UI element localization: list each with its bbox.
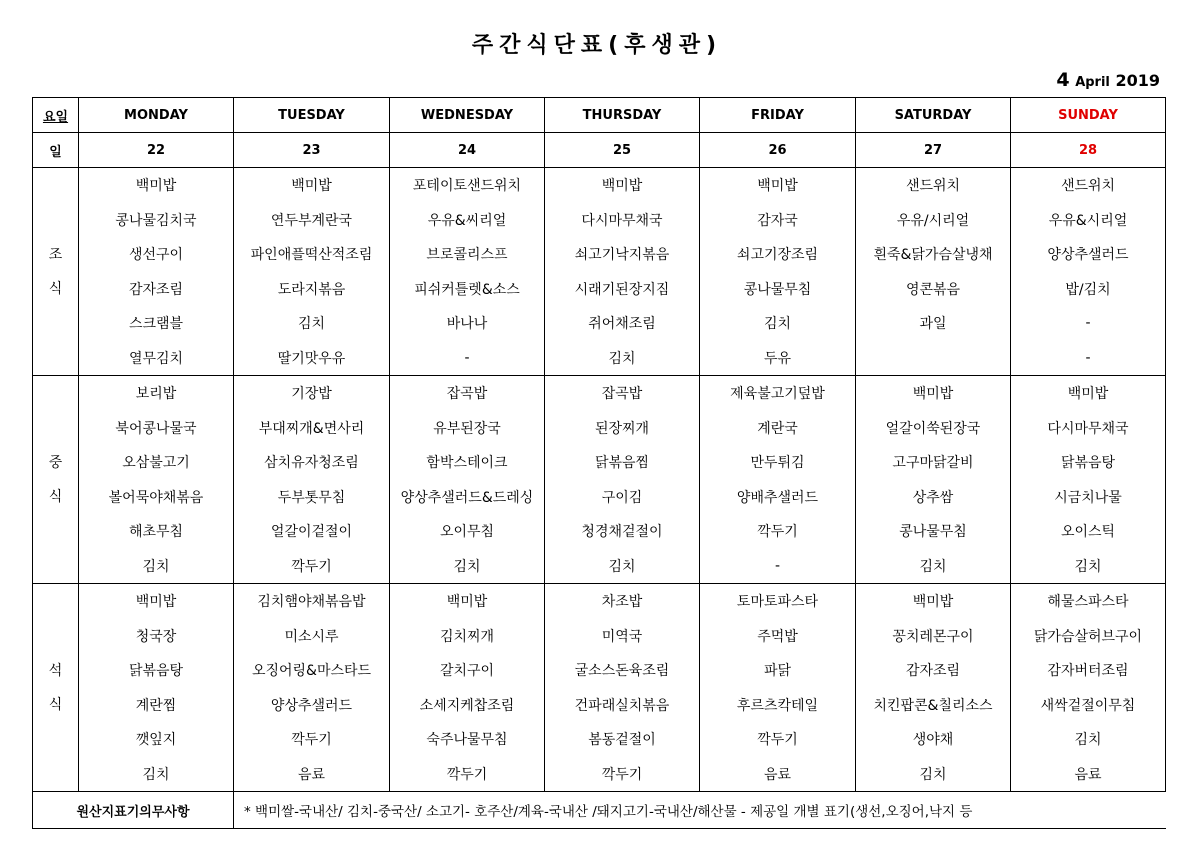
menu-item: 영콘볶음: [856, 272, 1011, 307]
date-tuesday: 23: [234, 133, 390, 168]
dinner-row: [33, 653, 1166, 688]
lunch-row: [33, 376, 1166, 411]
menu-item: 함박스테이크: [390, 445, 545, 480]
menu-item: 김치: [856, 757, 1011, 792]
menu-item: 시금치나물: [1011, 480, 1166, 515]
menu-item: 볼어묵야채볶음: [79, 480, 234, 515]
menu-item: 잡곡밥: [545, 376, 700, 411]
menu-item: 음료: [1011, 757, 1166, 792]
date-wednesday: 24: [390, 133, 545, 168]
menu-item: 백미밥: [545, 168, 700, 203]
menu-item: 백미밥: [856, 584, 1011, 619]
date-thursday: 25: [545, 133, 700, 168]
weekday-header-row: [33, 98, 1166, 133]
menu-item: 콩나물무침: [856, 514, 1011, 549]
menu-item: 바나나: [390, 306, 545, 341]
menu-item: 백미밥: [234, 168, 390, 203]
weekday-thursday: THURSDAY: [545, 98, 700, 133]
menu-item: 깍두기: [390, 757, 545, 792]
menu-item: 구이김: [545, 480, 700, 515]
menu-item: 양상추샐러드: [1011, 237, 1166, 272]
menu-item: 김치: [79, 757, 234, 792]
menu-item: 김치: [700, 306, 856, 341]
menu-item: 미소시루: [234, 619, 390, 654]
date-header-row: [33, 133, 1166, 168]
menu-item: 후르츠칵테일: [700, 688, 856, 723]
menu-item: 콩나물김치국: [79, 203, 234, 238]
lunch-label: 중 식: [33, 376, 79, 584]
menu-item: 김치: [390, 549, 545, 584]
menu-item: 파닭: [700, 653, 856, 688]
menu-item: 쇠고기장조림: [700, 237, 856, 272]
menu-item: 상추쌈: [856, 480, 1011, 515]
menu-item: 부대찌개&면사리: [234, 411, 390, 446]
weekday-sunday: SUNDAY: [1011, 98, 1166, 133]
menu-item: 차조밥: [545, 584, 700, 619]
menu-item: 도라지볶음: [234, 272, 390, 307]
menu-item: 잡곡밥: [390, 376, 545, 411]
menu-item: 치킨팝콘&칠리소스: [856, 688, 1011, 723]
menu-item: 백미밥: [856, 376, 1011, 411]
menu-item: [856, 341, 1011, 376]
date-saturday: 27: [856, 133, 1011, 168]
menu-item: 보리밥: [79, 376, 234, 411]
menu-item: 흰죽&닭가슴살냉채: [856, 237, 1011, 272]
menu-item: 콩나물무침: [700, 272, 856, 307]
menu-item: 김치햄야채볶음밥: [234, 584, 390, 619]
menu-item: 청경채겉절이: [545, 514, 700, 549]
menu-item: 백미밥: [1011, 376, 1166, 411]
menu-item: 깻잎지: [79, 722, 234, 757]
menu-item: -: [1011, 306, 1166, 341]
menu-item: 오이무침: [390, 514, 545, 549]
menu-item: 소세지케찹조림: [390, 688, 545, 723]
menu-item: 계란국: [700, 411, 856, 446]
menu-item: 닭가슴살허브구이: [1011, 619, 1166, 654]
menu-item: 우유&시리얼: [1011, 203, 1166, 238]
origin-note: * 백미쌀-국내산/ 김치-중국산/ 소고기- 호주산/계육-국내산 /돼지고기-국내산/해산물 - 제공일 개별 표기(생선,오징어,낙지 등: [234, 792, 1166, 829]
breakfast-row: [33, 306, 1166, 341]
menu-item: 깍두기: [234, 549, 390, 584]
menu-item: 깍두기: [234, 722, 390, 757]
dinner-row: [33, 688, 1166, 723]
weekday-tuesday: TUESDAY: [234, 98, 390, 133]
menu-item: 기장밥: [234, 376, 390, 411]
menu-item: 생선구이: [79, 237, 234, 272]
menu-item: 계란찜: [79, 688, 234, 723]
weekday-monday: MONDAY: [79, 98, 234, 133]
menu-item: 감자조림: [79, 272, 234, 307]
menu-item: 열무김치: [79, 341, 234, 376]
menu-item: 된장찌개: [545, 411, 700, 446]
lunch-row: [33, 411, 1166, 446]
menu-item: 밥/김치: [1011, 272, 1166, 307]
menu-item: 백미밥: [700, 168, 856, 203]
date-label: 일: [33, 133, 79, 168]
menu-item: 생야채: [856, 722, 1011, 757]
menu-item: 김치: [79, 549, 234, 584]
menu-item: 브로콜리스프: [390, 237, 545, 272]
menu-item: 파인애플떡산적조림: [234, 237, 390, 272]
breakfast-label: 조 식: [33, 168, 79, 376]
menu-item: 두유: [700, 341, 856, 376]
menu-item: 감자국: [700, 203, 856, 238]
menu-item: 김치: [1011, 549, 1166, 584]
menu-item: 딸기맛우유: [234, 341, 390, 376]
date-monday: 22: [79, 133, 234, 168]
menu-item: 갈치구이: [390, 653, 545, 688]
menu-item: 삼치유자청조림: [234, 445, 390, 480]
menu-item: 다시마무채국: [545, 203, 700, 238]
lunch-row: [33, 514, 1166, 549]
menu-item: 샌드위치: [1011, 168, 1166, 203]
menu-item: 김치찌개: [390, 619, 545, 654]
date-sunday: 28: [1011, 133, 1166, 168]
menu-item: 두부톳무침: [234, 480, 390, 515]
menu-item: -: [700, 549, 856, 584]
menu-item: 만두튀김: [700, 445, 856, 480]
menu-item: 봄동겉절이: [545, 722, 700, 757]
menu-item: 포테이토샌드위치: [390, 168, 545, 203]
menu-item: 깍두기: [700, 514, 856, 549]
breakfast-row: [33, 203, 1166, 238]
menu-item: 양배추샐러드: [700, 480, 856, 515]
menu-item: 음료: [700, 757, 856, 792]
menu-item: -: [1011, 341, 1166, 376]
menu-item: 우유/시리얼: [856, 203, 1011, 238]
breakfast-row: [33, 341, 1166, 376]
dinner-row: [33, 722, 1166, 757]
menu-item: 감자버터조림: [1011, 653, 1166, 688]
date-day: 4: [1056, 69, 1070, 91]
weekday-friday: FRIDAY: [700, 98, 856, 133]
menu-item: 깍두기: [700, 722, 856, 757]
menu-item: 피쉬커틀렛&소스: [390, 272, 545, 307]
menu-item: 닭볶음탕: [79, 653, 234, 688]
menu-item: 오이스틱: [1011, 514, 1166, 549]
origin-label: 원산지표기의무사항: [33, 792, 234, 829]
menu-item: 다시마무채국: [1011, 411, 1166, 446]
dinner-row: [33, 584, 1166, 619]
page-title: 주간식단표(후생관): [471, 33, 723, 58]
menu-item: 북어콩나물국: [79, 411, 234, 446]
menu-item: 과일: [856, 306, 1011, 341]
menu-item: 오삼불고기: [79, 445, 234, 480]
lunch-row: [33, 480, 1166, 515]
weekday-label: 요일: [33, 98, 79, 133]
menu-item: 샌드위치: [856, 168, 1011, 203]
menu-item: 시래기된장지짐: [545, 272, 700, 307]
menu-item: 해초무침: [79, 514, 234, 549]
menu-item: 닭볶음찜: [545, 445, 700, 480]
lunch-row: [33, 549, 1166, 584]
lunch-row: [33, 445, 1166, 480]
dinner-label: 석 식: [33, 584, 79, 792]
date-friday: 26: [700, 133, 856, 168]
menu-item: 새싹겉절이무침: [1011, 688, 1166, 723]
breakfast-row: [33, 272, 1166, 307]
menu-item: 음료: [234, 757, 390, 792]
dinner-row: [33, 619, 1166, 654]
menu-item: 백미밥: [79, 584, 234, 619]
menu-item: 청국장: [79, 619, 234, 654]
menu-item: -: [390, 341, 545, 376]
dinner-row: [33, 757, 1166, 792]
menu-item: 꽁치레몬구이: [856, 619, 1011, 654]
menu-item: 감자조림: [856, 653, 1011, 688]
menu-item: 얼갈이겉절이: [234, 514, 390, 549]
menu-item: 얼갈이쑥된장국: [856, 411, 1011, 446]
menu-item: 숙주나물무침: [390, 722, 545, 757]
breakfast-row: [33, 168, 1166, 203]
menu-item: 김치: [856, 549, 1011, 584]
menu-item: 주먹밥: [700, 619, 856, 654]
menu-item: 우유&씨리얼: [390, 203, 545, 238]
origin-row: [33, 792, 1166, 829]
menu-item: 백미밥: [390, 584, 545, 619]
menu-item: 김치: [545, 341, 700, 376]
menu-item: 김치: [545, 549, 700, 584]
date-month: April: [1075, 75, 1110, 90]
menu-item: 굴소스돈육조림: [545, 653, 700, 688]
menu-item: 제육불고기덮밥: [700, 376, 856, 411]
breakfast-row: [33, 237, 1166, 272]
menu-date: [1056, 69, 1160, 91]
menu-item: 유부된장국: [390, 411, 545, 446]
menu-item: 고구마닭갈비: [856, 445, 1011, 480]
weekday-wednesday: WEDNESDAY: [390, 98, 545, 133]
menu-item: 쇠고기낙지볶음: [545, 237, 700, 272]
menu-item: 백미밥: [79, 168, 234, 203]
menu-item: 쥐어채조림: [545, 306, 700, 341]
menu-item: 깍두기: [545, 757, 700, 792]
menu-item: 연두부계란국: [234, 203, 390, 238]
menu-item: 김치: [1011, 722, 1166, 757]
menu-item: 건파래실치볶음: [545, 688, 700, 723]
menu-item: 토마토파스타: [700, 584, 856, 619]
menu-item: 닭볶음탕: [1011, 445, 1166, 480]
menu-item: 해물스파스타: [1011, 584, 1166, 619]
menu-item: 양상추샐러드: [234, 688, 390, 723]
weekday-saturday: SATURDAY: [856, 98, 1011, 133]
weekly-menu-table: [32, 97, 1166, 829]
menu-item: 오징어링&마스타드: [234, 653, 390, 688]
date-year: 2019: [1115, 71, 1160, 90]
menu-item: 양상추샐러드&드레싱: [390, 480, 545, 515]
menu-item: 김치: [234, 306, 390, 341]
menu-item: 미역국: [545, 619, 700, 654]
menu-item: 스크램블: [79, 306, 234, 341]
